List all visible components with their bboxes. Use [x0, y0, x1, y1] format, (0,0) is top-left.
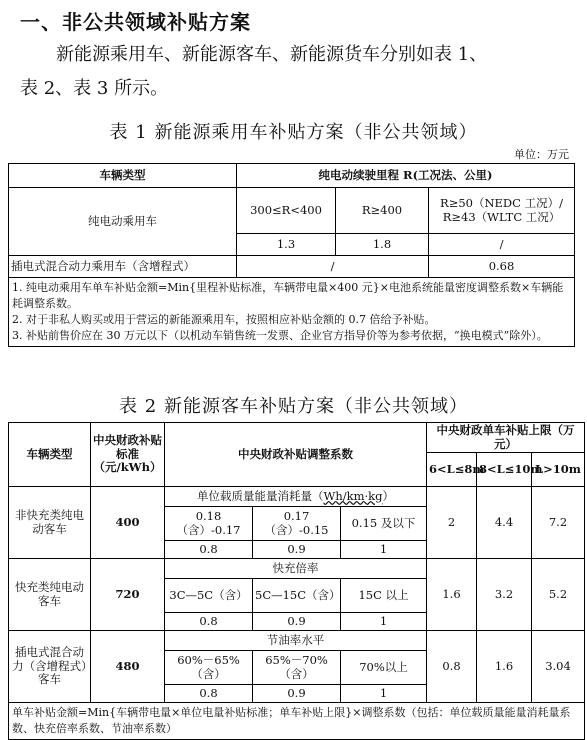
t2-row2-cap1: 1.6: [427, 559, 477, 631]
t2-row2-type: 快充类纯电动客车: [9, 559, 91, 631]
t1-notes: [9, 278, 575, 347]
t1-tier-1: 300≤R<400: [237, 188, 336, 234]
table2-title: 表 2 新能源客车补贴方案（非公共领域）: [119, 396, 468, 417]
t2-row1-standard: 400: [91, 487, 165, 559]
table1: [8, 163, 575, 347]
t1-header-vehicle-type: 车辆类型: [9, 164, 237, 188]
t2-row3-cap3: 3.04: [532, 631, 585, 703]
t1-tier-3: [429, 188, 575, 234]
t1-value-3: /: [429, 234, 575, 256]
t2-row2-coef2: 0.9: [253, 613, 341, 631]
t1-value-1: 1.3: [237, 234, 336, 256]
t2-note: 单车补贴金额=Min{车辆带电量×单位电量补贴标准；单车补贴上限}×调整系数（包括：单位载质量能量消耗量系数、快充倍率系数、节油率系数）: [9, 703, 585, 740]
t2-row1-metric: [165, 487, 427, 507]
t2-row2-metric: 快充倍率: [165, 559, 427, 579]
t1-tier-2: R≥400: [336, 188, 429, 234]
t2-len-3: L>10m: [532, 453, 585, 487]
t1-phev-label: 插电式混合动力乘用车（含增程式）: [9, 256, 237, 278]
t2-row3-tier2: 65%－70%（含）: [253, 651, 341, 685]
t2-row3-cap2: 1.6: [477, 631, 532, 703]
t2-row3-standard: 480: [91, 631, 165, 703]
t2-row1-cap2: 4.4: [477, 487, 532, 559]
t2-row1-tier2: 0.17（含）-0.15: [253, 507, 341, 541]
t2-row1-tier3: 0.15 及以下: [341, 507, 427, 541]
table1-unit: 单位：万元: [514, 148, 569, 161]
t2-row3-coef1: 0.8: [165, 685, 253, 703]
t2-row1-coef3: 1: [341, 541, 427, 559]
t2-row1-type: 非快充类纯电动客车: [9, 487, 91, 559]
t2-row1-cap1: 2: [427, 487, 477, 559]
t2-row3-metric: 节油率水平: [165, 631, 427, 651]
t2-header-standard: 中央财政补贴标准（元/kWh）: [91, 423, 165, 487]
section-heading: 一、非公共领域补贴方案: [20, 10, 251, 34]
t2-row2-tier3: 15C 以上: [341, 579, 427, 613]
table2: [8, 422, 585, 740]
t2-row1-cap3: 7.2: [532, 487, 585, 559]
t2-row2-tier2: 5C—15C（含）: [253, 579, 341, 613]
t2-row3-tier1: 60%－65%（含）: [165, 651, 253, 685]
t2-row1-tier1: 0.18（含）-0.17: [165, 507, 253, 541]
intro-line-2: 表 2、表 3 所示。: [20, 78, 169, 99]
t2-row3-coef3: 1: [341, 685, 427, 703]
t2-row3-coef2: 0.9: [253, 685, 341, 703]
t2-row1-metric-b: ）: [382, 488, 394, 503]
t1-note-2: 2. 对于非私人购买或用于营运的新能源乘用车，按照相应补贴金额的 0.7 倍给予补贴。: [12, 312, 436, 326]
t1-tier-3-nedc: R≥50（NEDC 工况）/: [440, 195, 563, 210]
t2-row2-cap2: 3.2: [477, 559, 532, 631]
table1-title: 表 1 新能源乘用车补贴方案（非公共领域）: [109, 122, 478, 143]
t2-len-2: 8<L≤10m: [477, 453, 532, 487]
t1-header-range: 纯电动续驶里程 R(工况法、公里): [237, 164, 575, 188]
t1-phev-v1: /: [237, 256, 429, 278]
t2-row2-coef1: 0.8: [165, 613, 253, 631]
intro-line-1: 新能源乘用车、新能源客车、新能源货车分别如表 1、: [56, 44, 488, 65]
t1-tier-3-wltc: R≥43（WLTC 工况）: [442, 209, 561, 224]
t1-note-3: 3. 补贴前售价应在 30 万元以下（以机动车销售统一发票、企业官方指导价等为参考依据，“换电模式”除外）。: [12, 328, 548, 342]
t2-row1-metric-a: 单位载质量能量消耗量（: [197, 488, 324, 503]
t2-row1-coef1: 0.8: [165, 541, 253, 559]
t2-row3-tier3: 70%以上: [341, 651, 427, 685]
t1-value-2: 1.8: [336, 234, 429, 256]
t2-row1-metric-unit: Wh/km·kg: [323, 488, 383, 503]
t2-row2-standard: 720: [91, 559, 165, 631]
t2-header-coef: 中央财政补贴调整系数: [165, 423, 427, 487]
t2-row3-cap1: 0.8: [427, 631, 477, 703]
t2-header-vehicle-type: 车辆类型: [9, 423, 91, 487]
t2-row2-cap3: 5.2: [532, 559, 585, 631]
t2-row2-coef3: 1: [341, 613, 427, 631]
t1-phev-v2: 0.68: [429, 256, 575, 278]
t2-row2-tier1: 3C—5C（含）: [165, 579, 253, 613]
t1-note-1: 1. 纯电动乘用车单车补贴金额=Min{里程补贴标准，车辆带电量×400 元}×电池系统能量密度调整系数×车辆能耗调整系数。: [12, 281, 564, 310]
t1-bev-label: 纯电动乘用车: [9, 188, 237, 256]
t2-row1-coef2: 0.9: [253, 541, 341, 559]
intro-paragraph: [20, 38, 580, 106]
t2-len-1: 6<L≤8m: [427, 453, 477, 487]
t2-row3-type: 插电式混合动力（含增程式）客车: [9, 631, 91, 703]
t2-header-cap: 中央财政单车补贴上限（万元）: [427, 423, 585, 453]
